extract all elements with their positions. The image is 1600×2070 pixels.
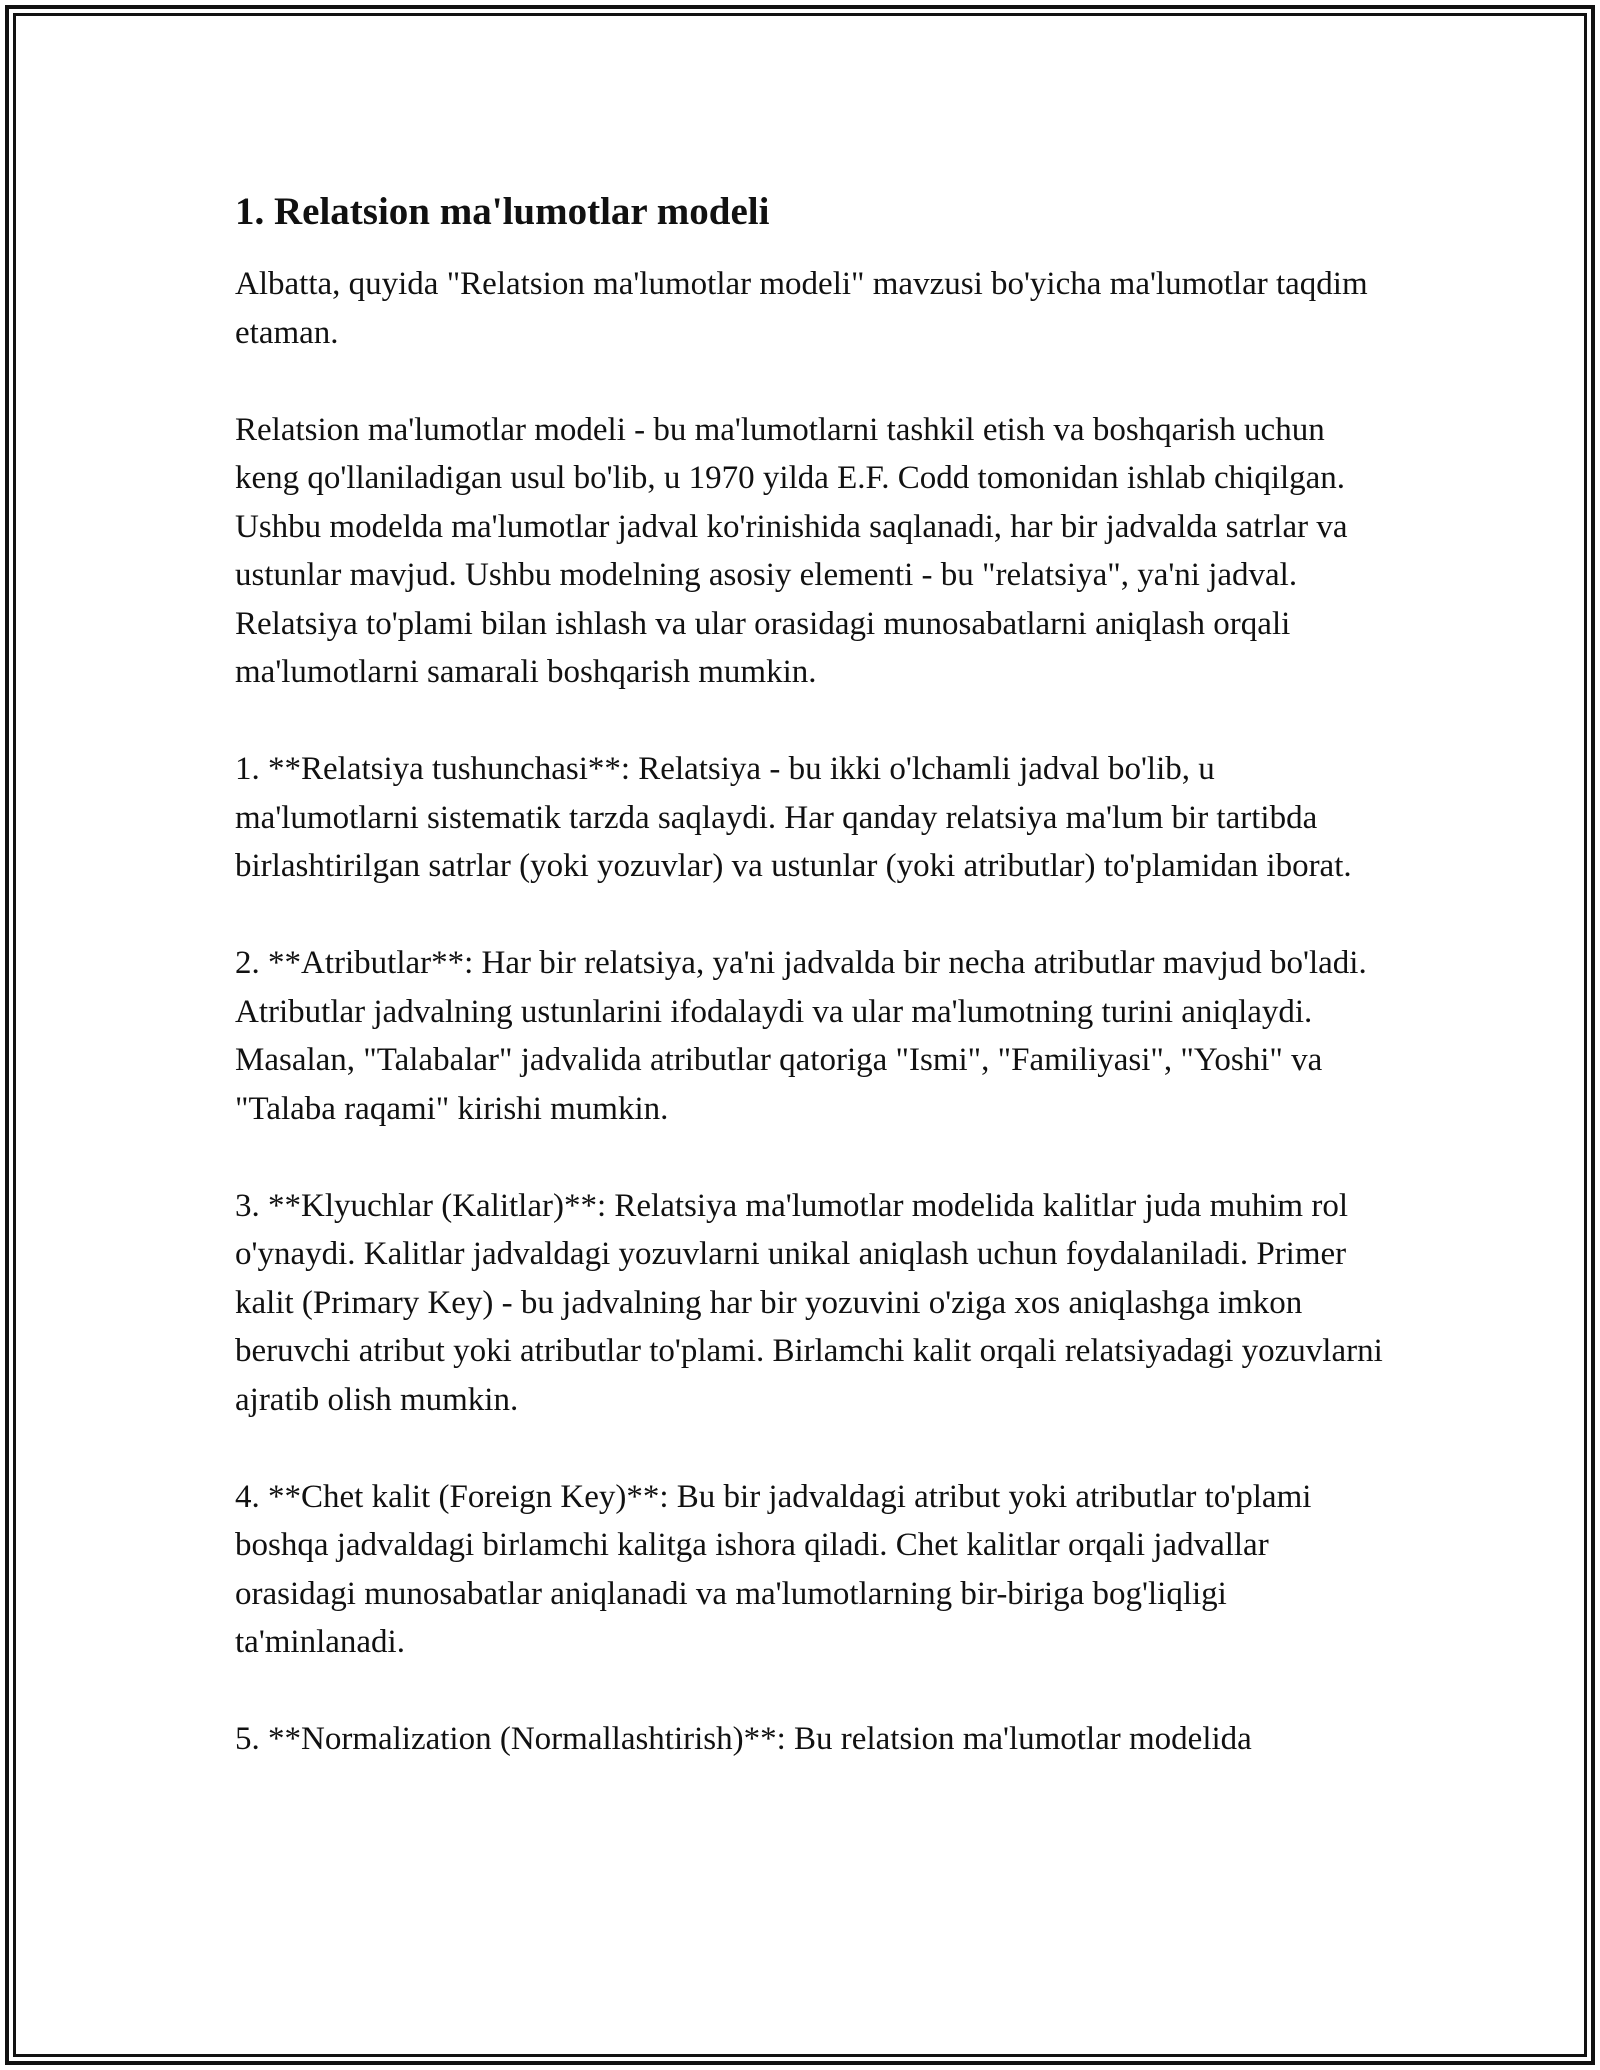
intro-paragraph: Albatta, quyida "Relatsion ma'lumotlar modeli" mavzusi bo'yicha ma'lumotlar taqdim etaman. xyxy=(235,266,1368,351)
foreign-key-paragraph: 4. **Chet kalit (Foreign Key)**: Bu bir jadvaldagi atribut yoki atributlar to'plami boshqa jadvaldagi birlamchi kalitga ishora qiladi. Chet kalitlar orqali jadvallar orasidagi munosabatlar aniqlanadi va ma'lumotlarning bir-biriga bog'liqligi ta'minlanadi. xyxy=(235,1478,1312,1660)
relation-concept-paragraph: 1. **Relatsiya tushunchasi**: Relatsiya - bu ikki o'lchamli jadval bo'lib, u ma'lumotlarni sistematik tarzda saqlaydi. Har qanday relatsiya ma'lum bir tartibda birlashtirilgan satrlar (yoki yozuvlar) va ustunlar (yoki atributlar) to'plamidan iborat. xyxy=(235,751,1352,884)
normalization-paragraph: 5. **Normalization (Normallashtirish)**: Bu relatsion ma'lumotlar modelida xyxy=(235,1721,1252,1757)
keys-paragraph: 3. **Klyuchlar (Kalitlar)**: Relatsiya ma'lumotlar modelida kalitlar juda muhim rol o'ynaydi. Kalitlar jadvaldagi yozuvlarni unikal aniqlash uchun foydalaniladi. Primer kalit (Primary Key) - bu jadvalning har bir yozuvini o'ziga xos aniqlashga imkon beruvchi atribut yoki atributlar to'plami. Birlamchi kalit orqali relatsiyadagi yozuvlarni ajratib olish mumkin. xyxy=(235,1187,1383,1418)
document-title: 1. Relatsion ma'lumotlar modeli xyxy=(235,190,770,233)
overview-paragraph: Relatsion ma'lumotlar modeli - bu ma'lumotlarni tashkil etish va boshqarish uchun keng qo'llaniladigan usul bo'lib, u 1970 yilda E.F. Codd tomonidan ishlab chiqilgan. Ushbu modelda ma'lumotlar jadval ko'rinishida saqlanadi, har bir jadvalda satrlar va ustunlar mavjud. Ushbu modelning asosiy elementi - bu "relatsiya", ya'ni jadval. Relatsiya to'plami bilan ishlash va ular orasidagi munosabatlarni aniqlash orqali ma'lumotlarni samarali boshqarish mumkin. xyxy=(235,411,1348,690)
attributes-paragraph: 2. **Atributlar**: Har bir relatsiya, ya'ni jadvalda bir necha atributlar mavjud bo'ladi. Atributlar jadvalning ustunlarini ifodalaydi va ular ma'lumotning turini aniqlaydi. Masalan, "Talabalar" jadvalida atributlar qatoriga "Ismi", "Familiyasi", "Yoshi" va "Talaba raqami" kirishi mumkin. xyxy=(235,945,1367,1127)
document-body xyxy=(235,188,1385,1812)
